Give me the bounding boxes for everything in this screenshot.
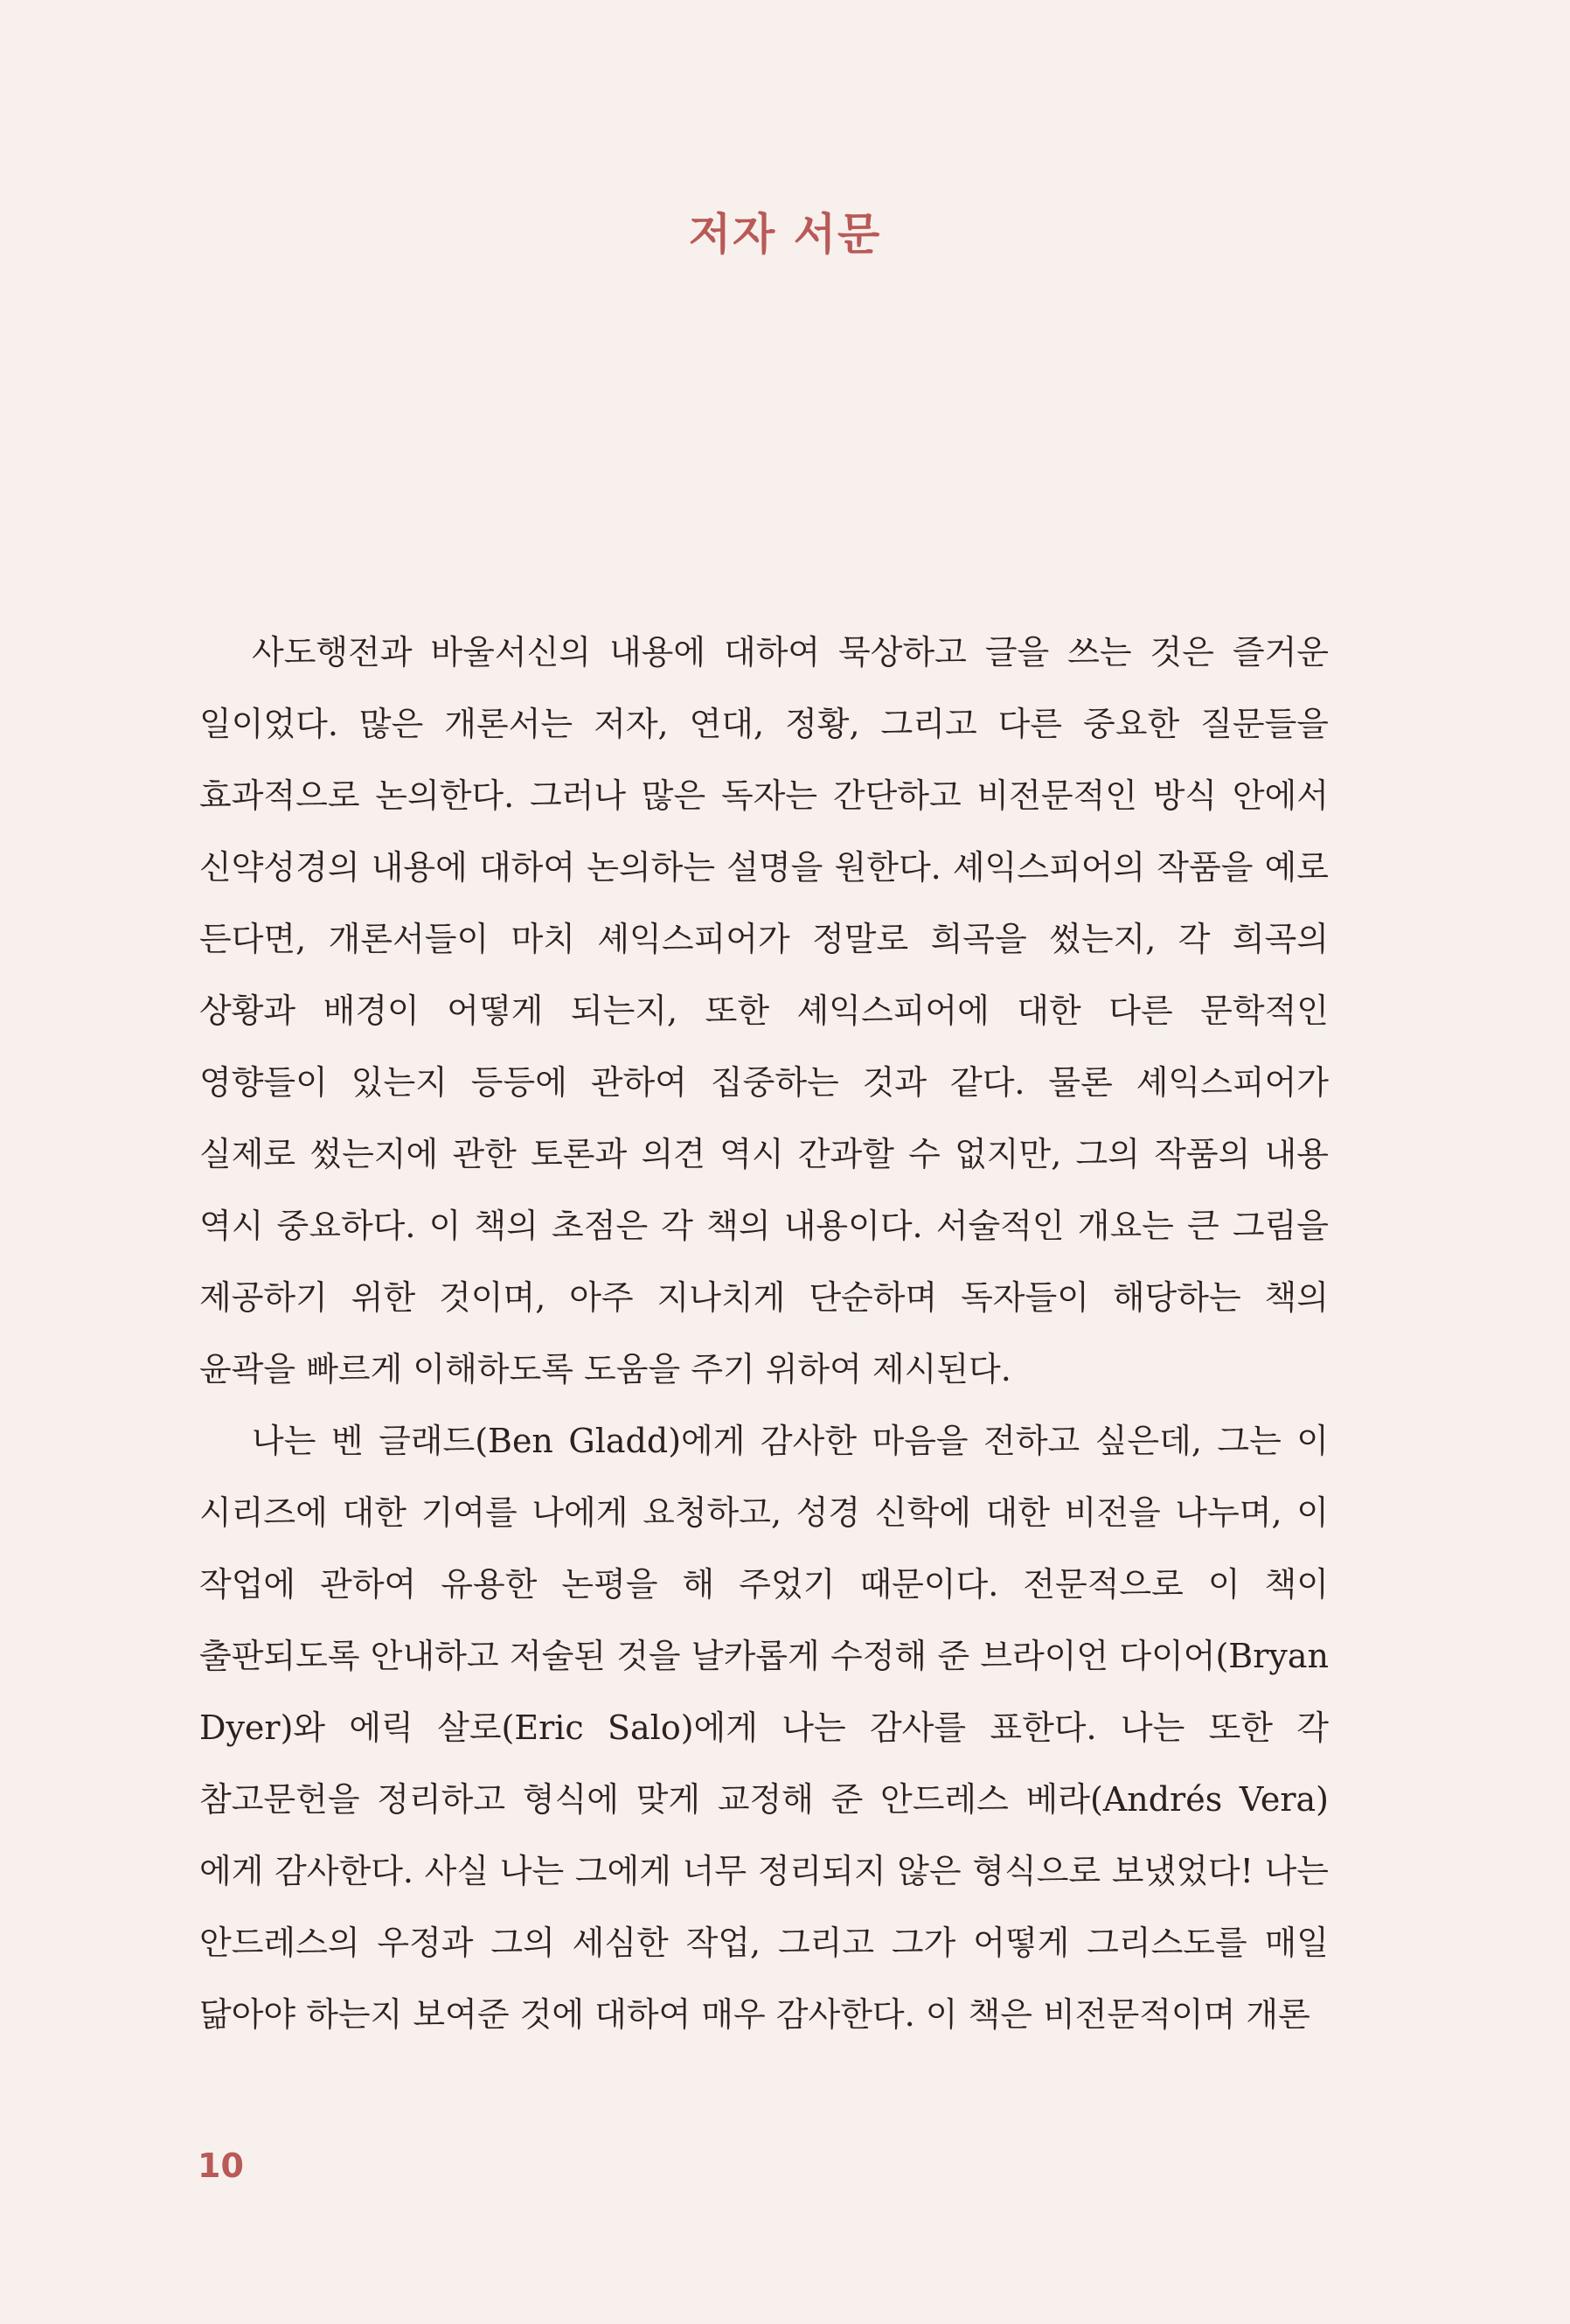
paragraph-1: 사도행전과 바울서신의 내용에 대하여 묵상하고 글을 쓰는 것은 즐거운 일이었다. 많은 개론서는 저자, 연대, 정황, 그리고 다른 중요한 질문들을 효과적으로 논의한다. 그러나 많은 독자는 간단하고 비전문적인 방식 안에서 신약성경의 내용에 대하여 논의하는 설명을 원한다. 셰익스피어의 작품을 예로 든다면, 개론서들이 마치 셰익스피어가 정말로 희곡을 썼는지, 각 희곡의 상황과 배경이 어떻게 되는지, 또한 셰익스피어에 대한 다른 문학적인 영향들이 있는지 등등에 관하여 집중하는 것과 같다. 물론 셰익스피어가 실제로 썼는지에 관한 토론과 의견 역시 간과할 수 없지만, 그의 작품의 내용 역시 중요하다. 이 책의 초점은 각 책의 내용이다. 서술적인 개요는 큰 그림을 제공하기 위한 것이며, 아주 지나치게 단순하며 독자들이 해당하는 책의 윤곽을 빠르게 이해하도록 도움을 주기 위하여 제시된다.: [199, 633, 1329, 1388]
page-title: 저자 서문: [688, 209, 882, 260]
paragraph-2: 나는 벤 글래드(Ben Gladd)에게 감사한 마음을 전하고 싶은데, 그는 이 시리즈에 대한 기여를 나에게 요청하고, 성경 신학에 대한 비전을 나누며, 이 작업에 관하여 유용한 논평을 해 주었기 때문이다. 전문적으로 이 책이 출판되도록 안내하고 저술된 것을 날카롭게 수정해 준 브라이언 다이어(Bryan Dyer)와 에릭 살로(Eric Salo)에게 나는 감사를 표한다. 나는 또한 각 참고문헌을 정리하고 형식에 맞게 교정해 준 안드레스 베라(Andrés Vera)에게 감사한다. 사실 나는 그에게 너무 정리되지 않은 형식으로 보냈었다! 나는 안드레스의 우정과 그의 세심한 작업, 그리고 그가 어떻게 그리스도를 매일 닮아야 하는지 보여준 것에 대하여 매우 감사한다. 이 책은 비전문적이며 개론: [199, 1422, 1329, 2034]
page-number: 10: [198, 2147, 244, 2185]
body-text: [199, 616, 1329, 2050]
